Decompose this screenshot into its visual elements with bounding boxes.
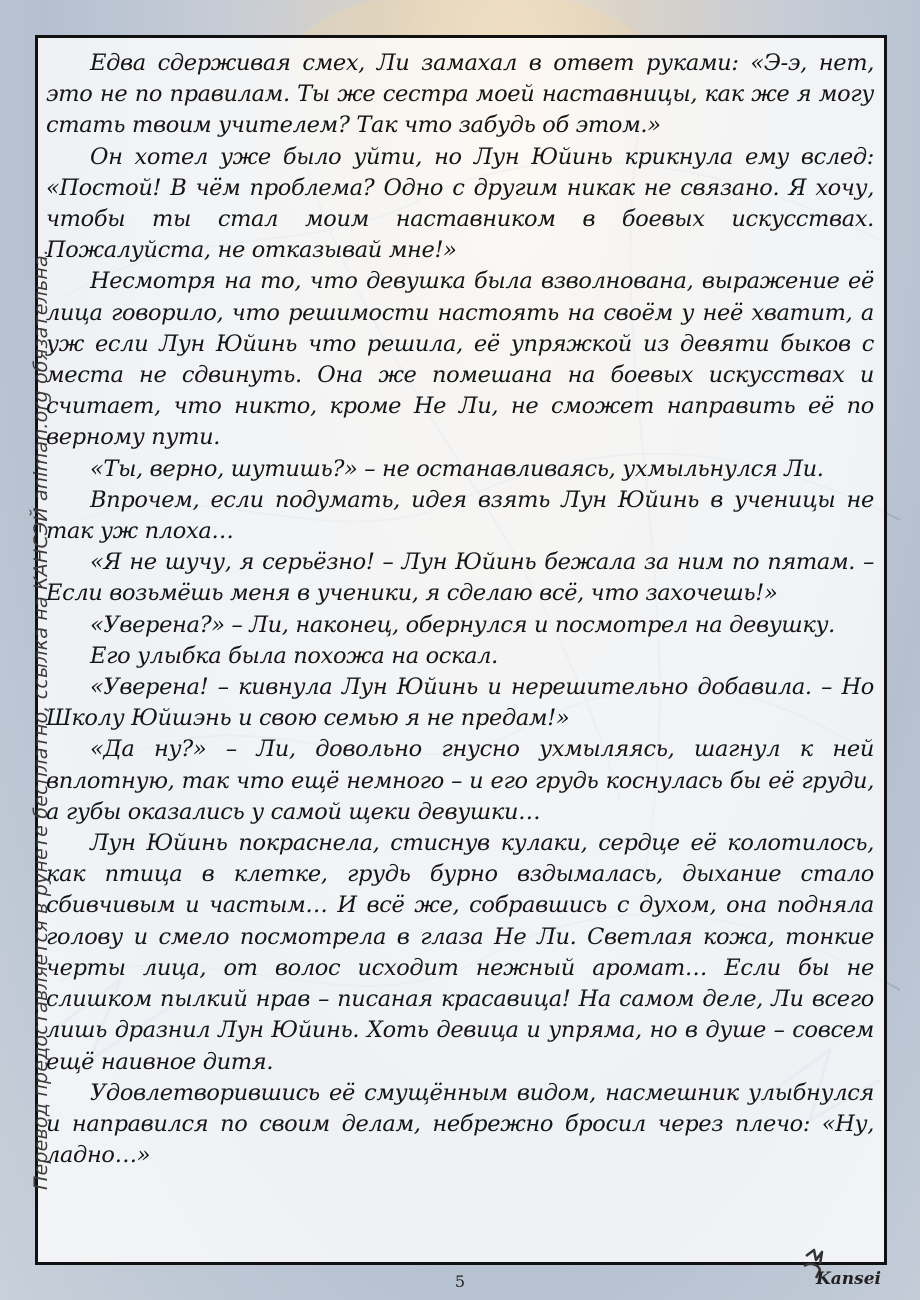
paragraph: «Уверена! – кивнула Лун Юйинь и нерешительно добавила. – Но Школу Юйшэнь и свою семью я не предам!»: [46, 674, 874, 732]
paragraph: «Ты, верно, шутишь?» – не останавливаясь, ухмыльнулся Ли.: [90, 455, 824, 482]
sidebar-credit: Перевод предоставляется в рунете бесплатно, ссылка на КАНСЭЙ animan.org обязательна.: [30, 248, 52, 1190]
paragraph: Несмотря на то, что девушка была взволнована, выражение её лица говорило, что решимости настоять на своём у неё хватит, а уж если Лун Юйинь что решила, её упряжкой из девяти быков с места не сдвинуть. Она же помешана на боевых искусствах и считает, что никто, кроме Не Ли, не сможет направить её по верному пути.: [46, 268, 874, 451]
paragraph: Его улыбка была похожа на оскал.: [90, 642, 498, 669]
paragraph: Удовлетворившись её смущённым видом, насмешник улыбнулся и направился по своим делам, небрежно бросил через плечо: «Ну, ладно…»: [46, 1079, 874, 1169]
kansei-logo-icon: [796, 1248, 882, 1292]
paragraph: «Я не шучу, я серьёзно! – Лун Юйинь бежала за ним по пятам. – Если возьмёшь меня в ученики, я сделаю всё, что захочешь!»: [46, 549, 874, 607]
paragraph: Лун Юйинь покраснела, стиснув кулаки, сердце её колотилось, как птица в клетке, грудь бурно вздымалась, дыхание стало сбивчивым и частым… И всё же, собравшись с духом, она подняла голову и смело посмотрела в глаза Не Ли. Светлая кожа, тонкие черты лица, от волос исходит нежный аромат… Если бы не слишком пылкий нрав – писаная красавица! На самом деле, Ли всего лишь дразнил Лун Юйинь. Хоть девица и упряма, но в душе – совсем ещё наивное дитя.: [46, 830, 874, 1075]
paragraph: Едва сдерживая смех, Ли замахал в ответ руками: «Э-э, нет, это не по правилам. Ты же сестра моей наставницы, как же я могу стать твоим учителем? Так что забудь об этом.»: [46, 50, 874, 139]
paragraph: «Да ну?» – Ли, довольно гнусно ухмыляясь, шагнул к ней вплотную, так что ещё немного – и его грудь коснулась бы её груди, а губы оказались у самой щеки девушки…: [46, 736, 874, 825]
paragraph: «Уверена?» – Ли, наконец, обернулся и посмотрел на девушку.: [90, 611, 835, 638]
logo-text: Kansei: [816, 1269, 881, 1289]
page-number: 5: [454, 1272, 466, 1291]
page-text: [46, 48, 874, 1171]
paragraph: Он хотел уже было уйти, но Лун Юйинь крикнула ему вслед: «Постой! В чём проблема? Одно с другим никак не связано. Я хочу, чтобы ты стал моим наставником в боевых искусствах. Пожалуйста, не отказывай мне!»: [46, 143, 874, 264]
paragraph: Впрочем, если подумать, идея взять Лун Юйинь в ученицы не так уж плоха…: [46, 486, 874, 545]
